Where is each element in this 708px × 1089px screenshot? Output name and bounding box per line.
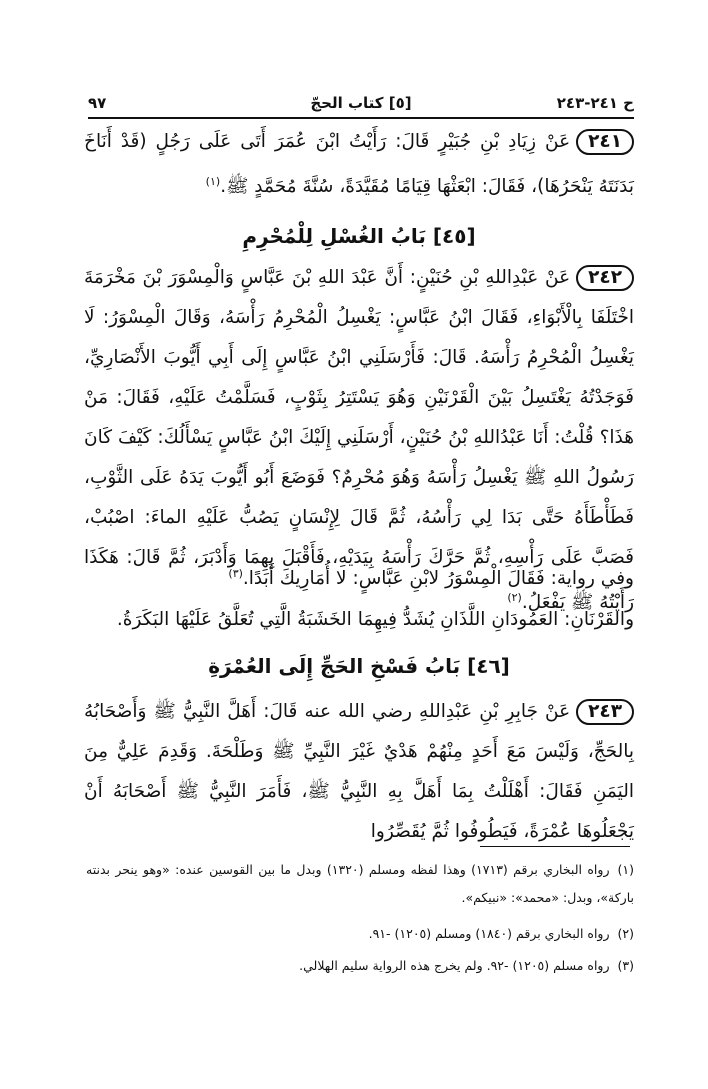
gloss-242: والقَرْنَانِ: العَمُودَانِ اللَّذَانِ يُشَدُّ فِيهِمَا الخَشَبَةُ الَّتِي تُعَلَّقُ عَلَيْهَا البَكَرَةُ. bbox=[116, 609, 634, 630]
footnote-text: رواه مسلم (١٢٠٥) -٩٢. ولم يخرج هذه الرواية سليم الهلالي. bbox=[299, 958, 610, 973]
chapter-heading-46: [٤٦] بَابُ فَسْخِ الحَجِّ إِلَى العُمْرَةِ bbox=[208, 654, 510, 678]
footnote-mark: (٣) bbox=[228, 567, 243, 580]
book-title: [٥] كتاب الحجّ bbox=[310, 94, 412, 112]
footnote-text: رواه البخاري برقم (١٨٤٠) ومسلم (١٢٠٥) -٩١. bbox=[368, 926, 610, 941]
footnote-number: (٣) bbox=[617, 958, 634, 973]
hadith-text: عَنْ زِيَادِ بْنِ جُبَيْرٍ قَالَ: رَأَيْتُ ابْنَ عُمَرَ أَتَى عَلَى رَجُلٍ (قَدْ أَنَاخَ بَدَنَتَهُ يَنْحَرُهَا)، فَقَالَ: ابْعَثْهَا قِيَامًا مُقَيَّدَةً، سُنَّةَ مُحَمَّدٍ ﷺ. bbox=[84, 131, 634, 198]
hadith-number: ٢٤١ bbox=[576, 129, 634, 155]
hadith-range: ح ٢٤١-٢٤٣ bbox=[556, 94, 634, 112]
footnote-text: رواه البخاري برقم (١٧١٣) وهذا لفظه ومسلم (١٣٢٠) وبدل ما بين القوسين عنده: «وهو ينحر بدنته باركة»، وبدل: «محمد»: «نبيكم». bbox=[86, 862, 634, 905]
footnote-1 bbox=[86, 856, 634, 912]
header-rule bbox=[88, 117, 634, 119]
hadith-text: عَنْ جَابِرِ بْنِ عَبْدِاللهِ رضي الله عنه قَالَ: أَهَلَّ النَّبِيُّ ﷺ وَأَصْحَابُهُ بِالحَجِّ، وَلَيْسَ مَعَ أَحَدٍ مِنْهُمْ هَدْيٌ غَيْرَ النَّبِيِّ ﷺ وَطَلْحَةَ. وَقَدِمَ عَلِيٌّ مِنَ اليَمَنِ فَقَالَ: أَهْلَلْتُ بِمَا أَهَلَّ بِهِ النَّبِيُّ ﷺ، فَأَمَرَ النَّبِيُّ ﷺ أَصْحَابَهُ أَنْ يَجْعَلُوهَا عُمْرَةً، فَيَطُوفُوا ثُمَّ يُقَصِّرُوا bbox=[84, 701, 634, 842]
page-number: ٩٧ bbox=[88, 94, 107, 112]
footnote-2 bbox=[86, 920, 634, 948]
hadith-number: ٢٤٢ bbox=[576, 265, 634, 291]
footnote-mark: (١) bbox=[205, 175, 221, 188]
footnote-number: (١) bbox=[617, 862, 634, 877]
hadith-241 bbox=[84, 122, 634, 207]
hadith-number: ٢٤٣ bbox=[576, 699, 634, 725]
footnote-mark: (٢) bbox=[507, 591, 522, 604]
riwaya-242 bbox=[84, 554, 634, 599]
footnote-number: (٢) bbox=[617, 926, 634, 941]
hadith-243 bbox=[84, 692, 634, 852]
chapter-heading-45: [٤٥] بَابُ الغُسْلِ لِلْمُحْرِمِ bbox=[242, 224, 476, 248]
page-header bbox=[88, 92, 634, 114]
hadith-text: عَنْ عَبْدِاللهِ بْنِ حُنَيْنٍ: أَنَّ عَبْدَ اللهِ بْنَ عَبَّاسٍ وَالْمِسْوَرَ بْنَ مَخْرَمَةَ اخْتَلَفَا بِالْأَبْوَاءِ، فَقَالَ ابْنُ عَبَّاسٍ: يَغْسِلُ الْمُحْرِمُ رَأْسَهُ، وَقَالَ الْمِسْوَرُ: لَا يَغْسِلُ الْمُحْرِمُ رَأْسَهُ. قَالَ: فَأَرْسَلَنِي ابْنُ عَبَّاسٍ إِلَى أَبِي أَيُّوبَ الأَنْصَارِيِّ، فَوَجَدْتُهُ يَغْتَسِلُ بَيْنَ الْقَرْنَيْنِ وَهُوَ يَسْتَتِرُ بِثَوْبٍ، فَسَلَّمْتُ عَلَيْهِ، فَقَالَ: مَنْ هَذَا؟ قُلْتُ: أَنَا عَبْدُاللهِ بْنُ حُنَيْنٍ، أَرْسَلَنِي إِلَيْكَ ابْنُ عَبَّاسٍ يَسْأَلُكَ: كَيْفَ كَانَ رَسُولُ اللهِ ﷺ يَغْسِلُ رَأْسَهُ وَهُوَ مُحْرِمٌ؟ فَوَضَعَ أَبُو أَيُّوبَ يَدَهُ عَلَى الثَّوْبِ، فَطَأْطَأَهُ حَتَّى بَدَا لِي رَأْسُهُ، ثُمَّ قَالَ لِإِنْسَانٍ يَصُبُّ عَلَيْهِ الماءَ: اصْبُبْ، فَصَبَّ عَلَى رَأْسِهِ، ثُمَّ حَرَّكَ رَأْسَهُ بِيَدَيْهِ، فَأَقْبَلَ بِهِمَا وَأَدْبَرَ، ثُمَّ قَالَ: هَكَذَا رَأَيْتُهُ ﷺ يَفْعَلُ. bbox=[84, 267, 634, 614]
footnote-separator bbox=[480, 846, 630, 847]
riwaya-text: وفي رواية: فَقَالَ الْمِسْوَرُ لابْنِ عَبَّاسٍ: لا أُمَارِيكَ أَبَدًا. bbox=[242, 568, 634, 590]
footnote-3 bbox=[86, 952, 634, 980]
